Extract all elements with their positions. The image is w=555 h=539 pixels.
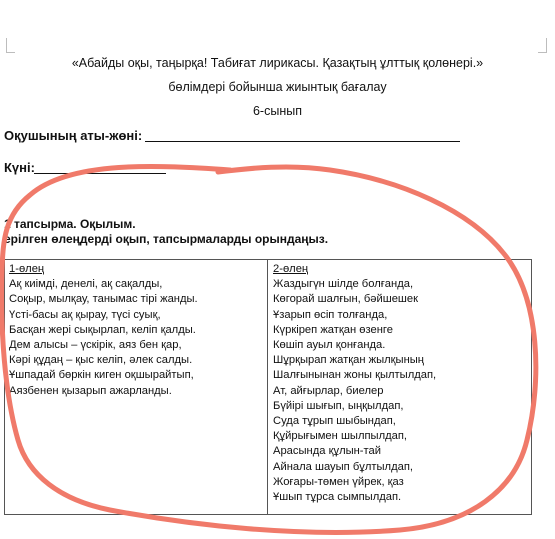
poem-line: Құйрығымен шылпылдап, [273, 430, 408, 443]
grade-label: 6-сынып [252, 104, 302, 118]
poem-2-column [273, 262, 436, 505]
page-corner-mark [6, 38, 15, 53]
poem-1-title: 1-өлең [9, 263, 45, 275]
assessment-subtitle: бөлімдері бойынша жиынтық бағалау [168, 80, 387, 94]
poem-line: Күркіреп жатқан өзенге [273, 323, 393, 336]
poem-line: Жоғары-төмен үйрек, қаз [273, 475, 404, 488]
poem-line: Кәрі құдаң – қыс келіп, әлек салды. [9, 354, 193, 367]
task-instruction: ерілген өлеңдерді оқып, тапсырмаларды орындаңыз. [4, 232, 329, 246]
poem-line: Ұзарып өсіп толғанда, [273, 308, 388, 321]
poem-line: Ат, айғырлар, биелер [273, 384, 384, 397]
date-label: Күні: [4, 160, 35, 175]
poem-line: Аязбенен қызарып ажарланды. [9, 384, 172, 397]
poem-line: Шалғынынан жоны қылтылдап, [273, 369, 437, 382]
student-name-label: Оқушының аты-жөні: [4, 128, 143, 143]
poem-line: Арасында құлын-тай [273, 445, 382, 458]
poem-line: Басқан жері сықырлап, келіп қалды. [9, 323, 196, 336]
poem-2-title: 2-өлең [273, 263, 309, 275]
poem-line: Бүйірі шығып, ыңқылдап, [273, 399, 404, 412]
poems-table [4, 259, 532, 515]
date-line [34, 173, 166, 174]
page-corner-mark [538, 38, 547, 53]
poem-line: Суда тұрып шыбындап, [273, 415, 396, 428]
poem-line: Жаздыгүн шілде болғанда, [273, 278, 414, 291]
poem-line: Ұшпадай бөркін киген оқшырайтып, [9, 369, 194, 382]
poem-line: Соқыр, мылқау, танымас тірі жанды. [9, 293, 198, 306]
poem-line: Ұшып тұрса сымпылдап. [273, 491, 402, 504]
assessment-title: «Абайды оқы, таңырқа! Табиғат лирикасы. Қазақтың ұлттық қолөнері.» [71, 56, 484, 70]
poem-line: Көшіп ауыл қонғанда. [273, 339, 386, 352]
poem-line: Ақ киімді, денелі, ақ сақалды, [9, 278, 163, 291]
task-title: 1 тапсырма. Оқылым. [4, 217, 136, 231]
student-name-line [145, 141, 460, 142]
poem-line: Айнала шауып бұлтылдап, [273, 460, 413, 473]
poem-line: Дем алысы – үскірік, аяз бен қар, [9, 339, 182, 352]
poem-line: Шұрқырап жатқан жылқының [273, 354, 424, 367]
poem-line: Үсті-басы ақ қырау, түсі суық, [9, 308, 161, 321]
table-divider [267, 260, 268, 514]
poem-1-column [9, 262, 198, 399]
poem-line: Көгорай шалғын, бәйшешек [273, 293, 419, 306]
